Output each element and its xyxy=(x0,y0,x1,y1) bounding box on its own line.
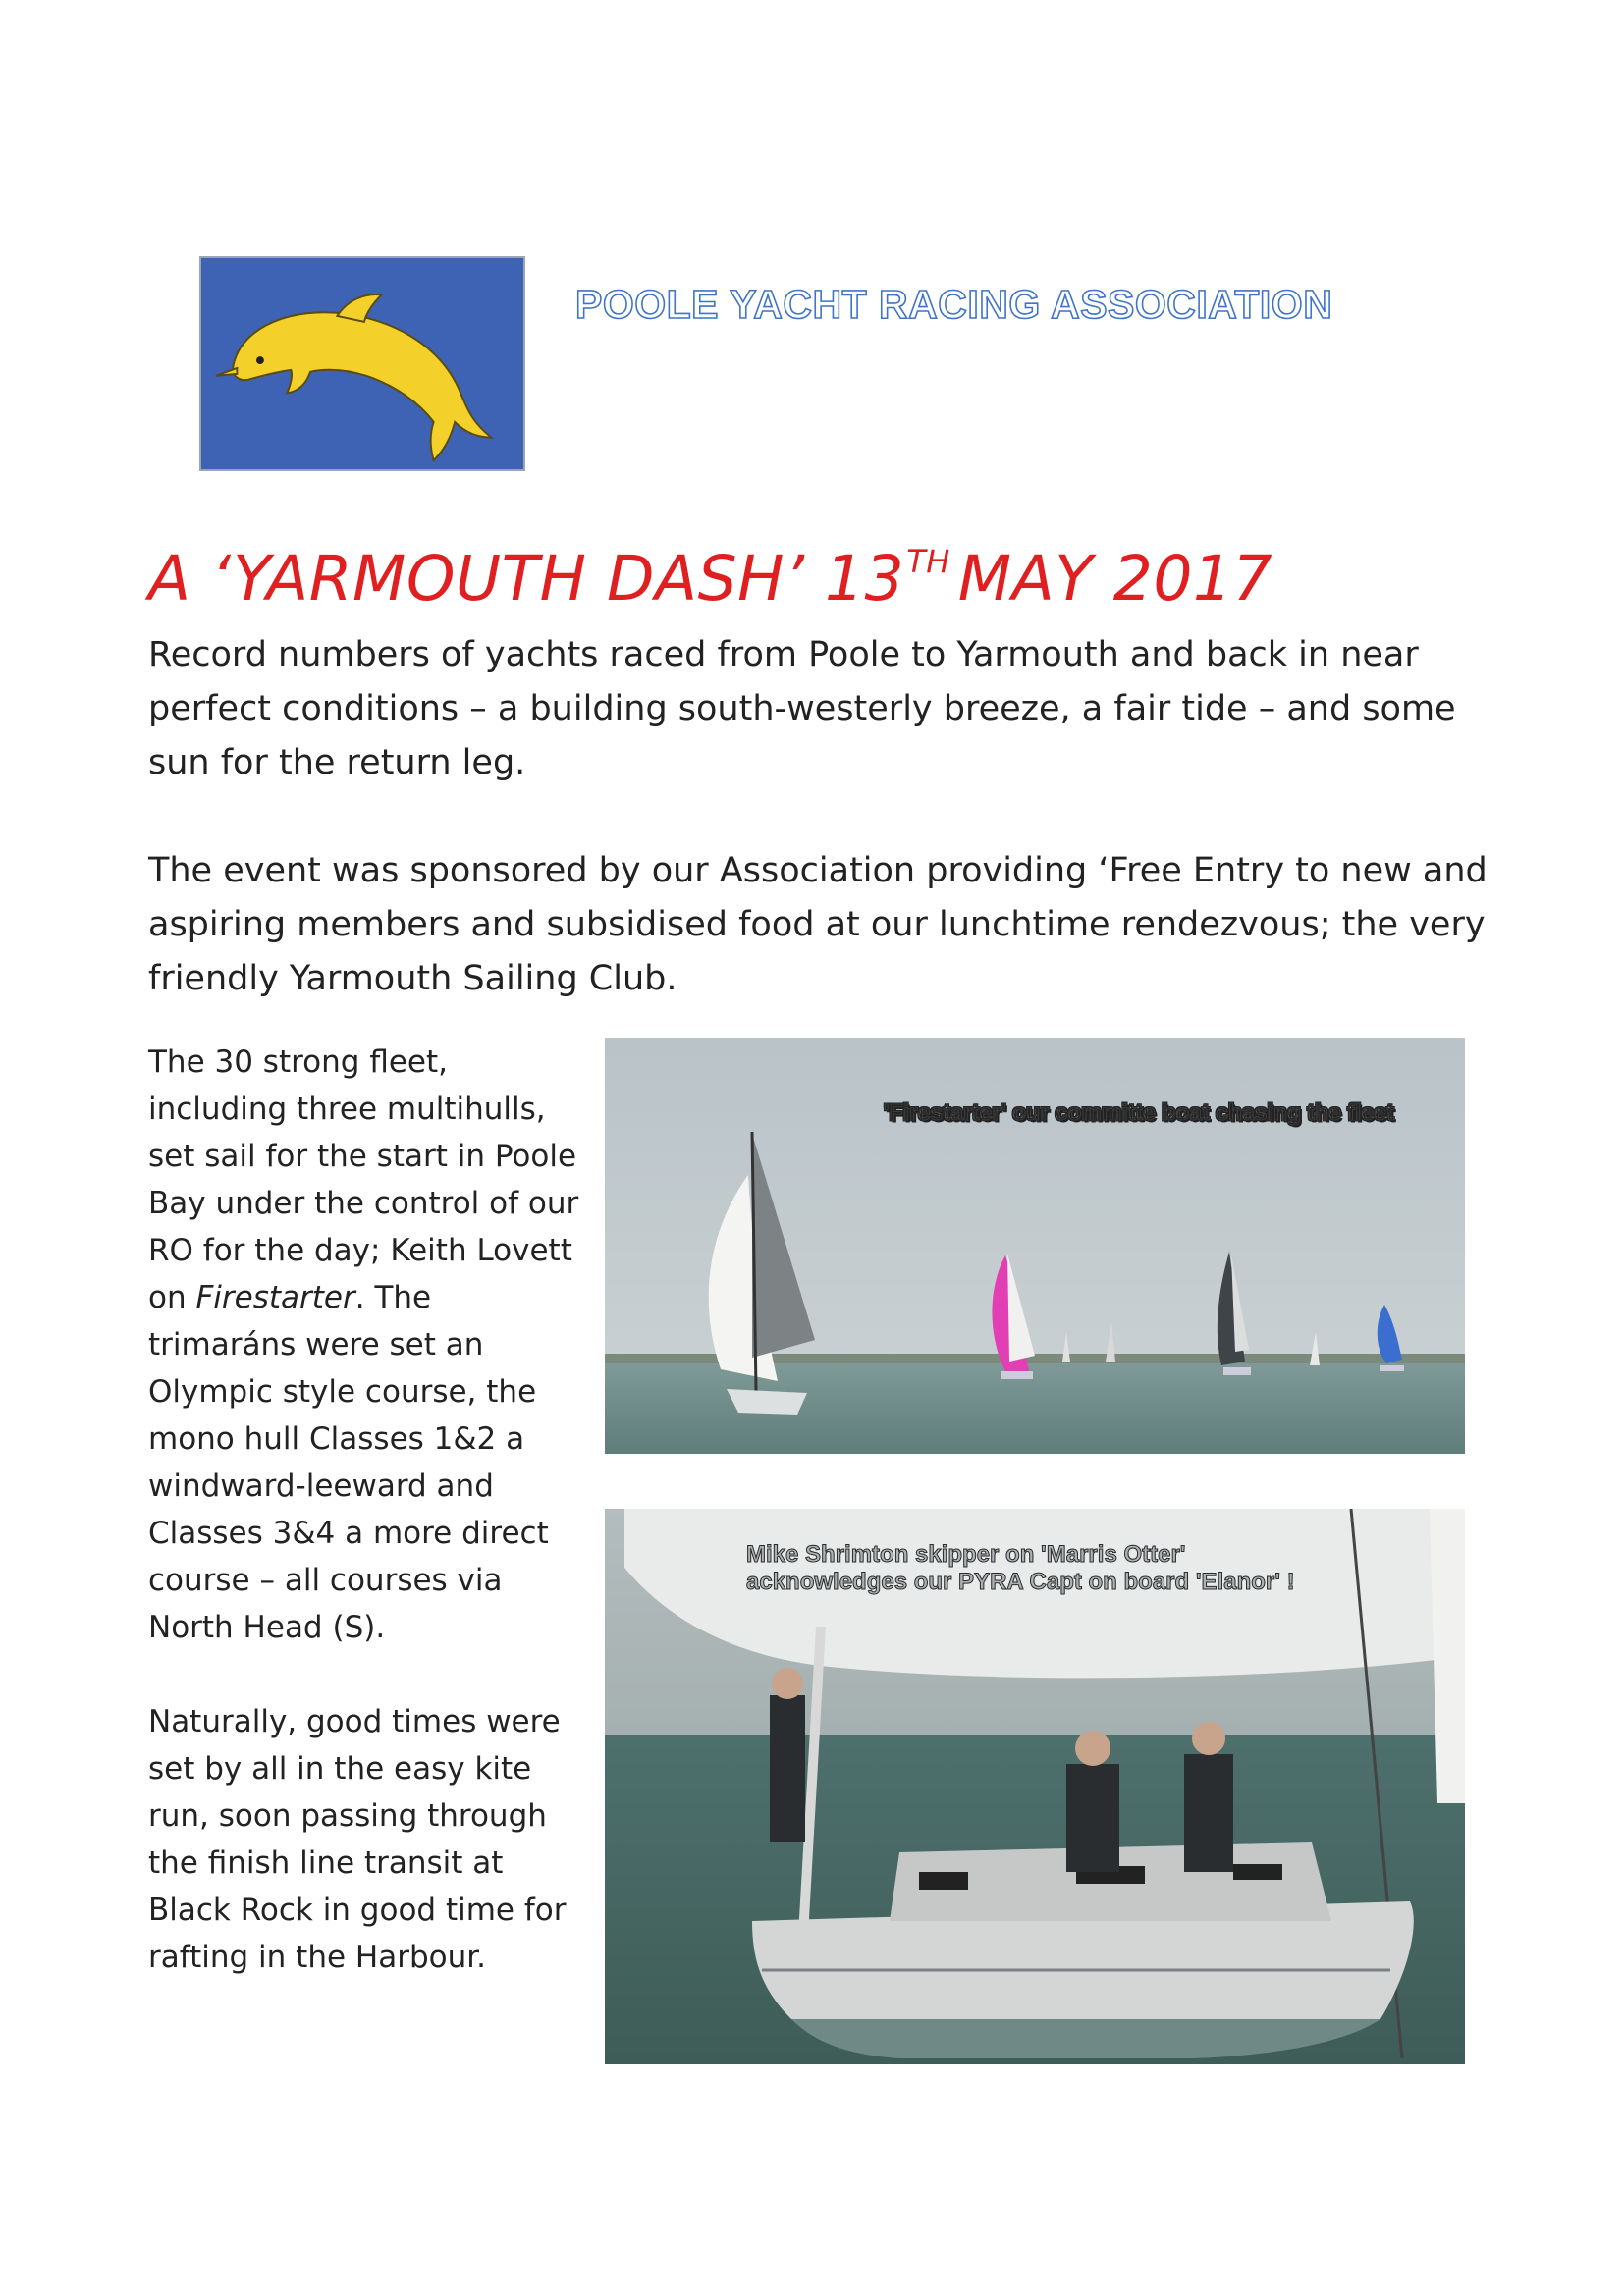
page-title xyxy=(148,543,1272,614)
title-superscript: TH xyxy=(906,543,950,580)
fleet-text-start: The 30 strong fleet, including three multihulls, set sail for the start in Poole Bay under the control of our RO for the day; Keith Lovett on xyxy=(148,1044,579,1315)
finish-paragraph: Naturally, good times were set by all in the easy kite run, soon passing through the finish line transit at Black Rock in good time for rafting in the Harbour. xyxy=(148,1704,567,1975)
title-main: A ‘YARMOUTH DASH’ 13 xyxy=(148,543,905,614)
pyra-logo xyxy=(199,256,525,471)
title-end: MAY 2017 xyxy=(957,543,1273,614)
intro-paragraph: Record numbers of yachts raced from Poole to Yarmouth and back in near perfect conditions – a building south-westerly breeze, a fair tide – and some sun for the return leg. xyxy=(148,635,1456,782)
boat-photo-caption-line2: acknowledges our PYRA Capt on board 'Elanor' ! xyxy=(746,1569,1295,1595)
sponsor-paragraph: The event was sponsored by our Association providing ‘Free Entry to new and aspiring members and subsidised food at our lunchtime rendezvous; the very friendly Yarmouth Sailing Club. xyxy=(148,851,1488,998)
fleet-paragraph xyxy=(148,1039,580,1651)
dolphin-icon xyxy=(201,258,523,469)
text-column xyxy=(148,1039,580,1981)
fleet-photo xyxy=(605,1038,1465,1454)
boat-photo-caption-line1: Mike Shrimton skipper on 'Marris Otter' xyxy=(746,1541,1186,1568)
fleet-text-end: . The trimaráns were set an Olympic style course, the mono hull Classes 1&2 a windward-leeward and Classes 3&4 a more direct course – all courses via North Head (S). xyxy=(148,1280,549,1645)
fleet-photo-caption: 'Firestarter' our committe boat chasing the fleet xyxy=(884,1099,1394,1125)
org-name: POOLE YACHT RACING ASSOCIATION xyxy=(575,282,1333,327)
boat-photo xyxy=(605,1509,1465,2064)
boat-name-firestarter: Firestarter xyxy=(195,1280,355,1315)
